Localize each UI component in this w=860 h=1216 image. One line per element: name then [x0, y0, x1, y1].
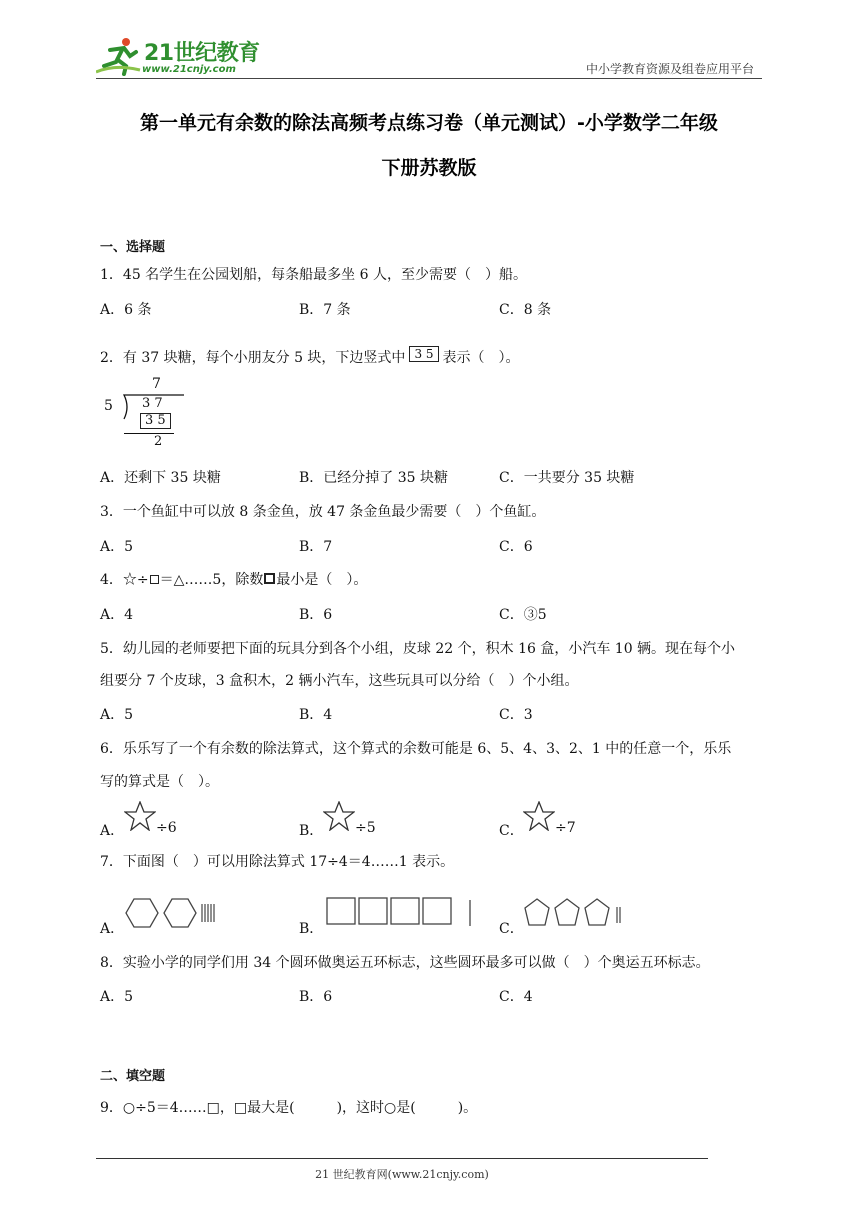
pentagons-sticks-figure — [523, 897, 629, 929]
div-divisor: 5 — [104, 398, 113, 414]
q6-option-a — [100, 820, 124, 840]
footer-text: 21 世纪教育网(www.21cnjy.com) — [315, 1168, 489, 1181]
page-title: 第一单元有余数的除法高频考点练习卷（单元测试）-小学数学二年级 — [140, 112, 718, 134]
star-icon — [523, 801, 555, 831]
div-quotient: 7 — [152, 376, 161, 392]
question-7: 7．下面图（ ）可以用除法算式 17÷4＝4……1 表示。 — [100, 854, 455, 870]
star-icon — [323, 801, 355, 831]
q5-option-a: A．5 — [100, 707, 134, 723]
logo-brand: 21世纪教育 — [144, 41, 260, 66]
q2-boxed-number: 3 5 — [409, 346, 438, 362]
q6-option-b-tail: ÷5 — [355, 820, 376, 836]
q8-option-c: C．4 — [499, 989, 533, 1005]
q2-text-pre: 2．有 37 块糖，每个小朋友分 5 块，下边竖式中 — [100, 350, 406, 366]
q6-option-a-tail: ÷6 — [156, 820, 177, 836]
q4-text-pre: 4．☆÷ — [100, 572, 149, 588]
q1-option-b: B．7 条 — [299, 302, 351, 318]
q6-option-b-label: B． — [299, 823, 324, 839]
div-underline — [124, 433, 174, 434]
footer-divider — [96, 1158, 708, 1159]
question-3: 3．一个鱼缸中可以放 8 条金鱼，放 47 条金鱼最少需要（ ）个鱼缸。 — [100, 504, 546, 520]
q6-option-c — [499, 820, 524, 840]
q7-option-c: C． — [499, 921, 524, 937]
question-6-line2: 写的算式是（ ）。 — [100, 774, 219, 790]
q6-option-c-tail: ÷7 — [555, 820, 576, 836]
hexagons-sticks-figure — [124, 896, 224, 930]
q1-option-c: C．8 条 — [499, 302, 552, 318]
div-dividend: 3 7 — [142, 396, 163, 411]
q8-option-a: A．5 — [100, 989, 134, 1005]
q6-option-c-label: C． — [499, 823, 524, 839]
question-5-line1: 5．幼儿园的老师要把下面的玩具分到各个小组，皮球 22 个，积木 16 盒，小汽车 10 辆。现在每个小 — [100, 641, 736, 657]
runner-logo-icon — [96, 36, 142, 76]
q8-option-b: B．6 — [299, 989, 333, 1005]
section-heading-fill: 二、填空题 — [100, 1069, 166, 1084]
q4-text-post: 最小是（ ）。 — [276, 572, 368, 588]
q4-option-a: A．4 — [100, 607, 134, 623]
q1-option-a: A．6 条 — [100, 302, 152, 318]
q7-option-b: B． — [299, 921, 324, 937]
star-icon — [124, 801, 156, 831]
q3-option-b: B．7 — [299, 539, 333, 555]
section-heading-choice: 一、选择题 — [100, 240, 166, 255]
q3-option-c: C．6 — [499, 539, 533, 555]
square-icon — [150, 575, 159, 584]
question-8: 8．实验小学的同学们用 34 个圆环做奥运五环标志，这些圆环最多可以做（ ）个奥运五环标志。 — [100, 955, 710, 971]
logo — [96, 34, 266, 80]
q6-option-a-label: A． — [100, 823, 125, 839]
square-icon — [264, 573, 275, 584]
q7-option-a: A． — [100, 921, 125, 937]
question-9: 9．○÷5＝4……□，□最大是( )，这时○是( )。 — [100, 1100, 478, 1116]
question-4 — [100, 569, 367, 589]
squares-stick-figure — [325, 896, 477, 928]
q5-option-b: B．4 — [299, 707, 333, 723]
q6-option-b — [299, 820, 323, 840]
div-product: 3 5 — [140, 413, 171, 429]
question-6-line1: 6．乐乐写了一个有余数的除法算式，这个算式的余数可能是 6、5、4、3、2、1 中的任意一个，乐乐 — [100, 741, 732, 757]
q4-option-b: B．6 — [299, 607, 333, 623]
long-division-diagram — [104, 376, 194, 456]
page-title-line2: 下册苏教版 — [381, 157, 477, 179]
q2-text-post: 表示（ ）。 — [442, 350, 520, 366]
q4-text-mid: ＝△……5，除数 — [159, 572, 264, 588]
q2-option-c: C．一共要分 35 块糖 — [499, 470, 635, 486]
header-divider — [96, 78, 762, 79]
logo-url: www.21cnjy.com — [142, 64, 236, 75]
q3-option-a: A．5 — [100, 539, 134, 555]
question-2 — [100, 346, 520, 367]
q4-option-c: C．③5 — [499, 607, 547, 623]
platform-name: 中小学教育资源及组卷应用平台 — [585, 62, 754, 76]
q2-option-b: B．已经分掉了 35 块糖 — [299, 470, 449, 486]
q2-option-a: A．还剩下 35 块糖 — [100, 470, 221, 486]
question-1: 1．45 名学生在公园划船，每条船最多坐 6 人，至少需要（ ）船。 — [100, 267, 527, 283]
q5-option-c: C．3 — [499, 707, 533, 723]
div-remainder: 2 — [154, 434, 163, 449]
question-5-line2: 组要分 7 个皮球，3 盒积木，2 辆小汽车，这些玩具可以分给（ ）个小组。 — [100, 673, 579, 689]
